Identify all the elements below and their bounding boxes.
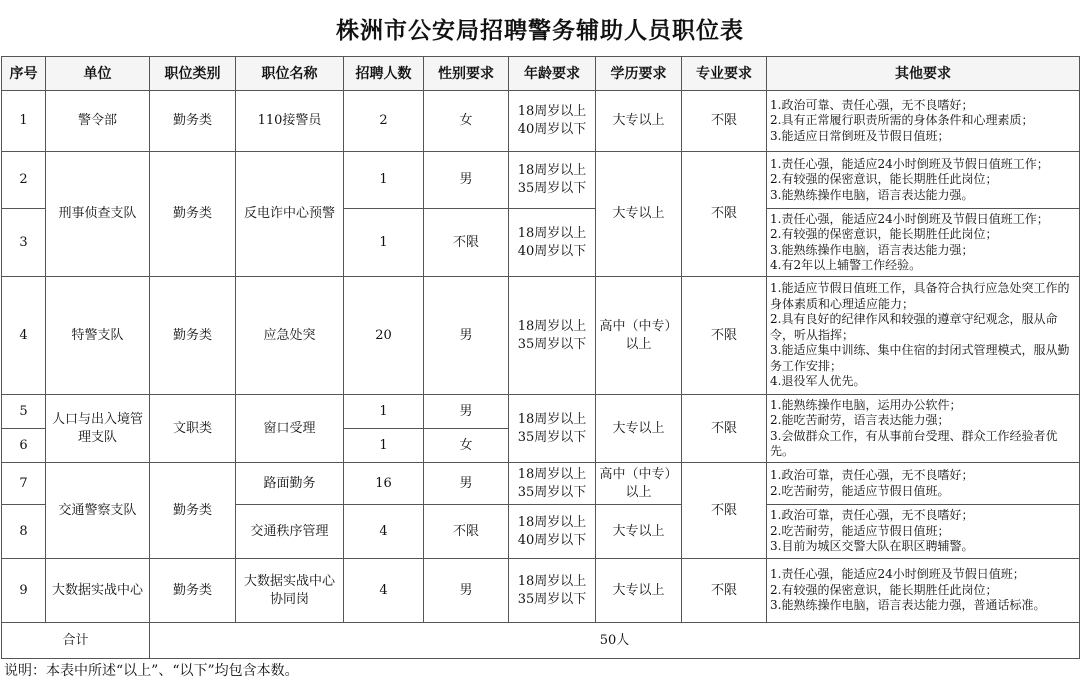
cell-other [767, 152, 1080, 209]
cell-gender: 男 [424, 395, 509, 429]
cell-count: 20 [344, 277, 424, 395]
cell-gender: 女 [424, 91, 509, 152]
cell-other [767, 209, 1080, 277]
cell-unit: 大数据实战中心 [46, 559, 150, 623]
page-title: 株洲市公安局招聘警务辅助人员职位表 [336, 17, 744, 44]
header-cell: 专业要求 [682, 57, 767, 91]
cell-edu: 高中（中专）以上 [596, 463, 682, 505]
cell-major: 不限 [682, 277, 767, 395]
table-row [2, 277, 1080, 395]
cell-count: 16 [344, 463, 424, 505]
table-row [2, 559, 1080, 623]
header-cell: 学历要求 [596, 57, 682, 91]
header-cell: 其他要求 [767, 57, 1080, 91]
requirement-line: 2.具有良好的纪律作风和较强的遵章守纪观念，服从命令，听从指挥； [770, 312, 1058, 342]
cell-gender: 女 [424, 429, 509, 463]
header-cell: 单位 [46, 57, 150, 91]
cell-count: 1 [344, 429, 424, 463]
cell-no: 2 [2, 152, 46, 209]
requirement-line: 3.能适应集中训练、集中住宿的封闭式管理模式，服从勤务工作安排； [770, 343, 1070, 373]
cell-count: 1 [344, 209, 424, 277]
cell-no: 5 [2, 395, 46, 429]
requirement-line: 2.具有正常履行职责所需的身体条件和心理素质； [770, 113, 1034, 128]
cell-age: 18周岁以上 35周岁以下 [509, 559, 596, 623]
cell-no: 1 [2, 91, 46, 152]
cell-age: 18周岁以上 35周岁以下 [509, 152, 596, 209]
cell-unit: 特警支队 [46, 277, 150, 395]
cell-count: 4 [344, 505, 424, 559]
cell-gender: 男 [424, 463, 509, 505]
cell-age: 18周岁以上 40周岁以下 [509, 209, 596, 277]
requirement-line: 1.能适应节假日值班工作，具备符合执行应急处突工作的身体素质和心理适应能力； [770, 281, 1070, 311]
cell-major: 不限 [682, 91, 767, 152]
table-row [2, 395, 1080, 429]
cell-category: 勤务类 [150, 152, 236, 277]
requirement-line: 3.能熟练操作电脑，语言表达能力强，普通话标准。 [770, 598, 1046, 613]
requirement-line: 2.有较强的保密意识，能长期胜任此岗位； [770, 582, 998, 597]
header-cell: 职位名称 [236, 57, 344, 91]
cell-edu: 大专以上 [596, 505, 682, 559]
cell-other [767, 559, 1080, 623]
cell-major: 不限 [682, 152, 767, 277]
cell-edu: 大专以上 [596, 395, 682, 463]
cell-gender: 男 [424, 152, 509, 209]
cell-major: 不限 [682, 395, 767, 463]
cell-age: 18周岁以上 35周岁以下 [509, 463, 596, 505]
cell-edu: 高中（中专）以上 [596, 277, 682, 395]
cell-position: 应急处突 [236, 277, 344, 395]
cell-gender: 男 [424, 559, 509, 623]
requirement-line: 2.能吃苦耐劳，语言表达能力强； [770, 413, 950, 427]
cell-age: 18周岁以上 35周岁以下 [509, 395, 596, 463]
requirement-line: 2.吃苦耐劳，能适应节假日值班。 [770, 483, 950, 498]
requirement-line: 4.退役军人优先。 [770, 374, 866, 389]
cell-other [767, 505, 1080, 559]
requirement-line: 3.目前为城区交警大队在职区聘辅警。 [770, 539, 974, 554]
table-row [2, 91, 1080, 152]
cell-gender: 不限 [424, 209, 509, 277]
requirement-line: 2.有较强的保密意识，能长期胜任此岗位； [770, 227, 998, 241]
cell-category: 文职类 [150, 395, 236, 463]
cell-count: 1 [344, 395, 424, 429]
requirement-line: 1.政治可靠、责任心强，无不良嗜好； [770, 97, 974, 112]
cell-position: 110接警员 [236, 91, 344, 152]
requirement-line: 3.能熟练操作电脑，语言表达能力强。 [770, 187, 974, 202]
total-row [2, 623, 1080, 659]
requirement-line: 1.责任心强，能适应24小时倒班及节假日值班； [770, 567, 1025, 582]
cell-position: 大数据实战中心协同岗 [236, 559, 344, 623]
cell-gender: 男 [424, 277, 509, 395]
table-row [2, 152, 1080, 209]
cell-position: 窗口受理 [236, 395, 344, 463]
requirement-line: 1.责任心强，能适应24小时倒班及节假日值班工作； [770, 211, 1049, 226]
cell-unit: 警令部 [46, 91, 150, 152]
cell-no: 8 [2, 505, 46, 559]
cell-major: 不限 [682, 463, 767, 559]
requirement-line: 3.能熟练操作电脑，语言表达能力强； [770, 242, 974, 257]
cell-age: 18周岁以上 35周岁以下 [509, 277, 596, 395]
requirement-line: 2.吃苦耐劳，能适应节假日值班； [770, 523, 950, 538]
cell-other [767, 463, 1080, 505]
header-cell: 年龄要求 [509, 57, 596, 91]
cell-age: 18周岁以上 40周岁以下 [509, 505, 596, 559]
requirement-line: 3.会做群众工作，有从事前台受理、群众工作经验者优先。 [770, 428, 1058, 458]
cell-count: 1 [344, 152, 424, 209]
requirement-line: 1.责任心强，能适应24小时倒班及节假日值班工作； [770, 156, 1049, 171]
footnote: 说明：本表中所述“以上”、“以下”均包含本数。 [4, 663, 299, 679]
cell-unit: 人口与出入境管理支队 [46, 395, 150, 463]
cell-count: 4 [344, 559, 424, 623]
table-row [2, 463, 1080, 505]
cell-edu: 大专以上 [596, 152, 682, 277]
cell-category: 勤务类 [150, 91, 236, 152]
cell-edu: 大专以上 [596, 91, 682, 152]
requirement-line: 3.能适应日常倒班及节假日值班； [770, 128, 950, 143]
cell-no: 6 [2, 429, 46, 463]
total-label: 合计 [2, 623, 150, 659]
cell-other [767, 395, 1080, 463]
cell-no: 7 [2, 463, 46, 505]
cell-major: 不限 [682, 559, 767, 623]
cell-position: 交通秩序管理 [236, 505, 344, 559]
cell-edu: 大专以上 [596, 559, 682, 623]
cell-unit: 刑事侦查支队 [46, 152, 150, 277]
requirement-line: 1.能熟练操作电脑，运用办公软件； [770, 397, 962, 412]
header-cell: 招聘人数 [344, 57, 424, 91]
cell-position: 路面勤务 [236, 463, 344, 505]
cell-other [767, 277, 1080, 395]
cell-category: 勤务类 [150, 463, 236, 559]
cell-gender: 不限 [424, 505, 509, 559]
requirement-line: 2.有较强的保密意识，能长期胜任此岗位； [770, 172, 998, 187]
header-row [2, 57, 1080, 91]
cell-unit: 交通警察支队 [46, 463, 150, 559]
cell-position: 反电诈中心预警 [236, 152, 344, 277]
cell-no: 9 [2, 559, 46, 623]
cell-no: 3 [2, 209, 46, 277]
cell-no: 4 [2, 277, 46, 395]
cell-count: 2 [344, 91, 424, 152]
cell-age: 18周岁以上 40周岁以下 [509, 91, 596, 152]
header-cell: 性别要求 [424, 57, 509, 91]
total-value: 50人 [150, 623, 1080, 659]
requirement-line: 1.政治可靠，责任心强，无不良嗜好； [770, 508, 974, 523]
header-cell: 职位类别 [150, 57, 236, 91]
header-cell: 序号 [2, 57, 46, 91]
positions-table [1, 56, 1080, 659]
requirement-line: 1.政治可靠，责任心强，无不良嗜好； [770, 468, 974, 482]
cell-category: 勤务类 [150, 277, 236, 395]
cell-category: 勤务类 [150, 559, 236, 623]
requirement-line: 4.有2年以上辅警工作经验。 [770, 258, 922, 272]
cell-other [767, 91, 1080, 152]
